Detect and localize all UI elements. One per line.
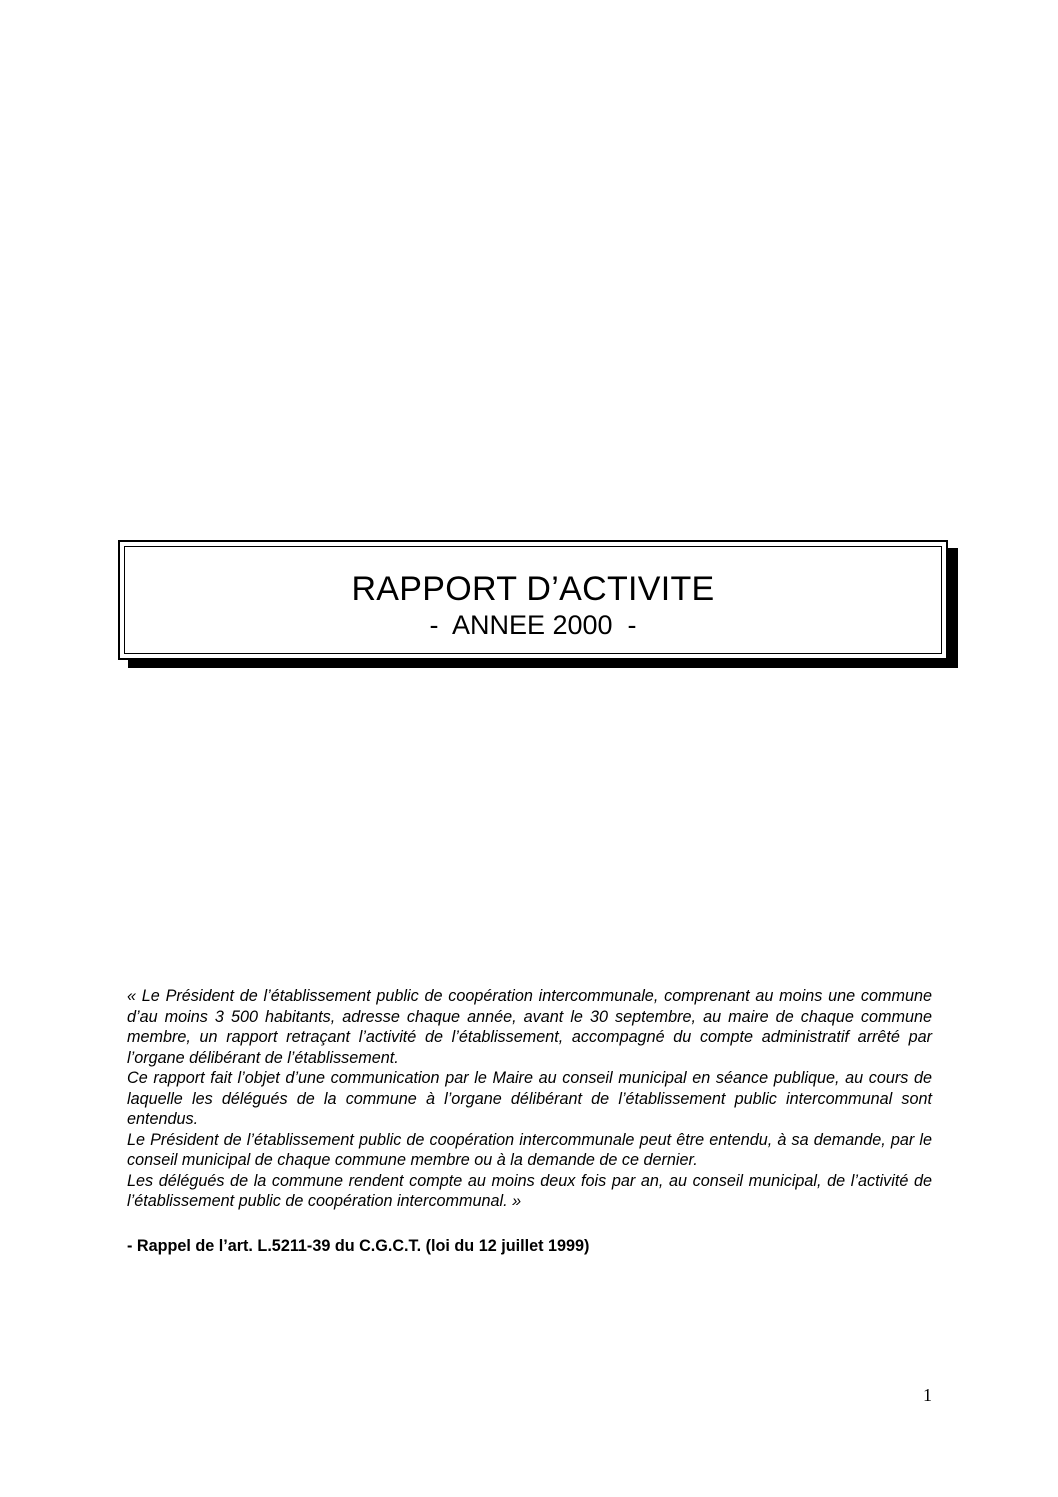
title-box [118, 540, 948, 660]
legal-reference: - Rappel de l’art. L.5211-39 du C.G.C.T. (loi du 12 juillet 1999) [127, 1237, 590, 1255]
report-year: - ANNEE 2000 - [429, 610, 637, 640]
title-box-inner-border [124, 546, 942, 654]
quote-paragraph: Ce rapport fait l’objet d’une communication par le Maire au conseil municipal en séance publique, au cours de laquelle les délégués de la commune à l’organe délibérant de l’établissement public intercommunal sont entendus. [127, 1069, 932, 1128]
page-number: 1 [923, 1385, 932, 1405]
legal-quote [127, 986, 932, 1212]
report-title: RAPPORT D’ACTIVITE [351, 570, 715, 608]
quote-paragraph: Le Président de l’établissement public de coopération intercommunale peut être entendu, à sa demande, par le conseil municipal de chaque commune membre ou à la demande de ce dernier. [127, 1130, 932, 1169]
quote-paragraph: « Le Président de l’établissement public de coopération intercommunale, comprenant au moins une commune d’au moins 3 500 habitants, adresse chaque année, avant le 30 septembre, au maire de chaque commune membre, un rapport retraçant l’activité de l’établissement, accompagné du compte administratif arrêté par l’organe délibérant de l’établissement. [127, 987, 932, 1067]
quote-paragraph: Les délégués de la commune rendent compte au moins deux fois par an, au conseil municipal, de l’activité de l’établissement public de coopération intercommunal. » [127, 1171, 932, 1210]
